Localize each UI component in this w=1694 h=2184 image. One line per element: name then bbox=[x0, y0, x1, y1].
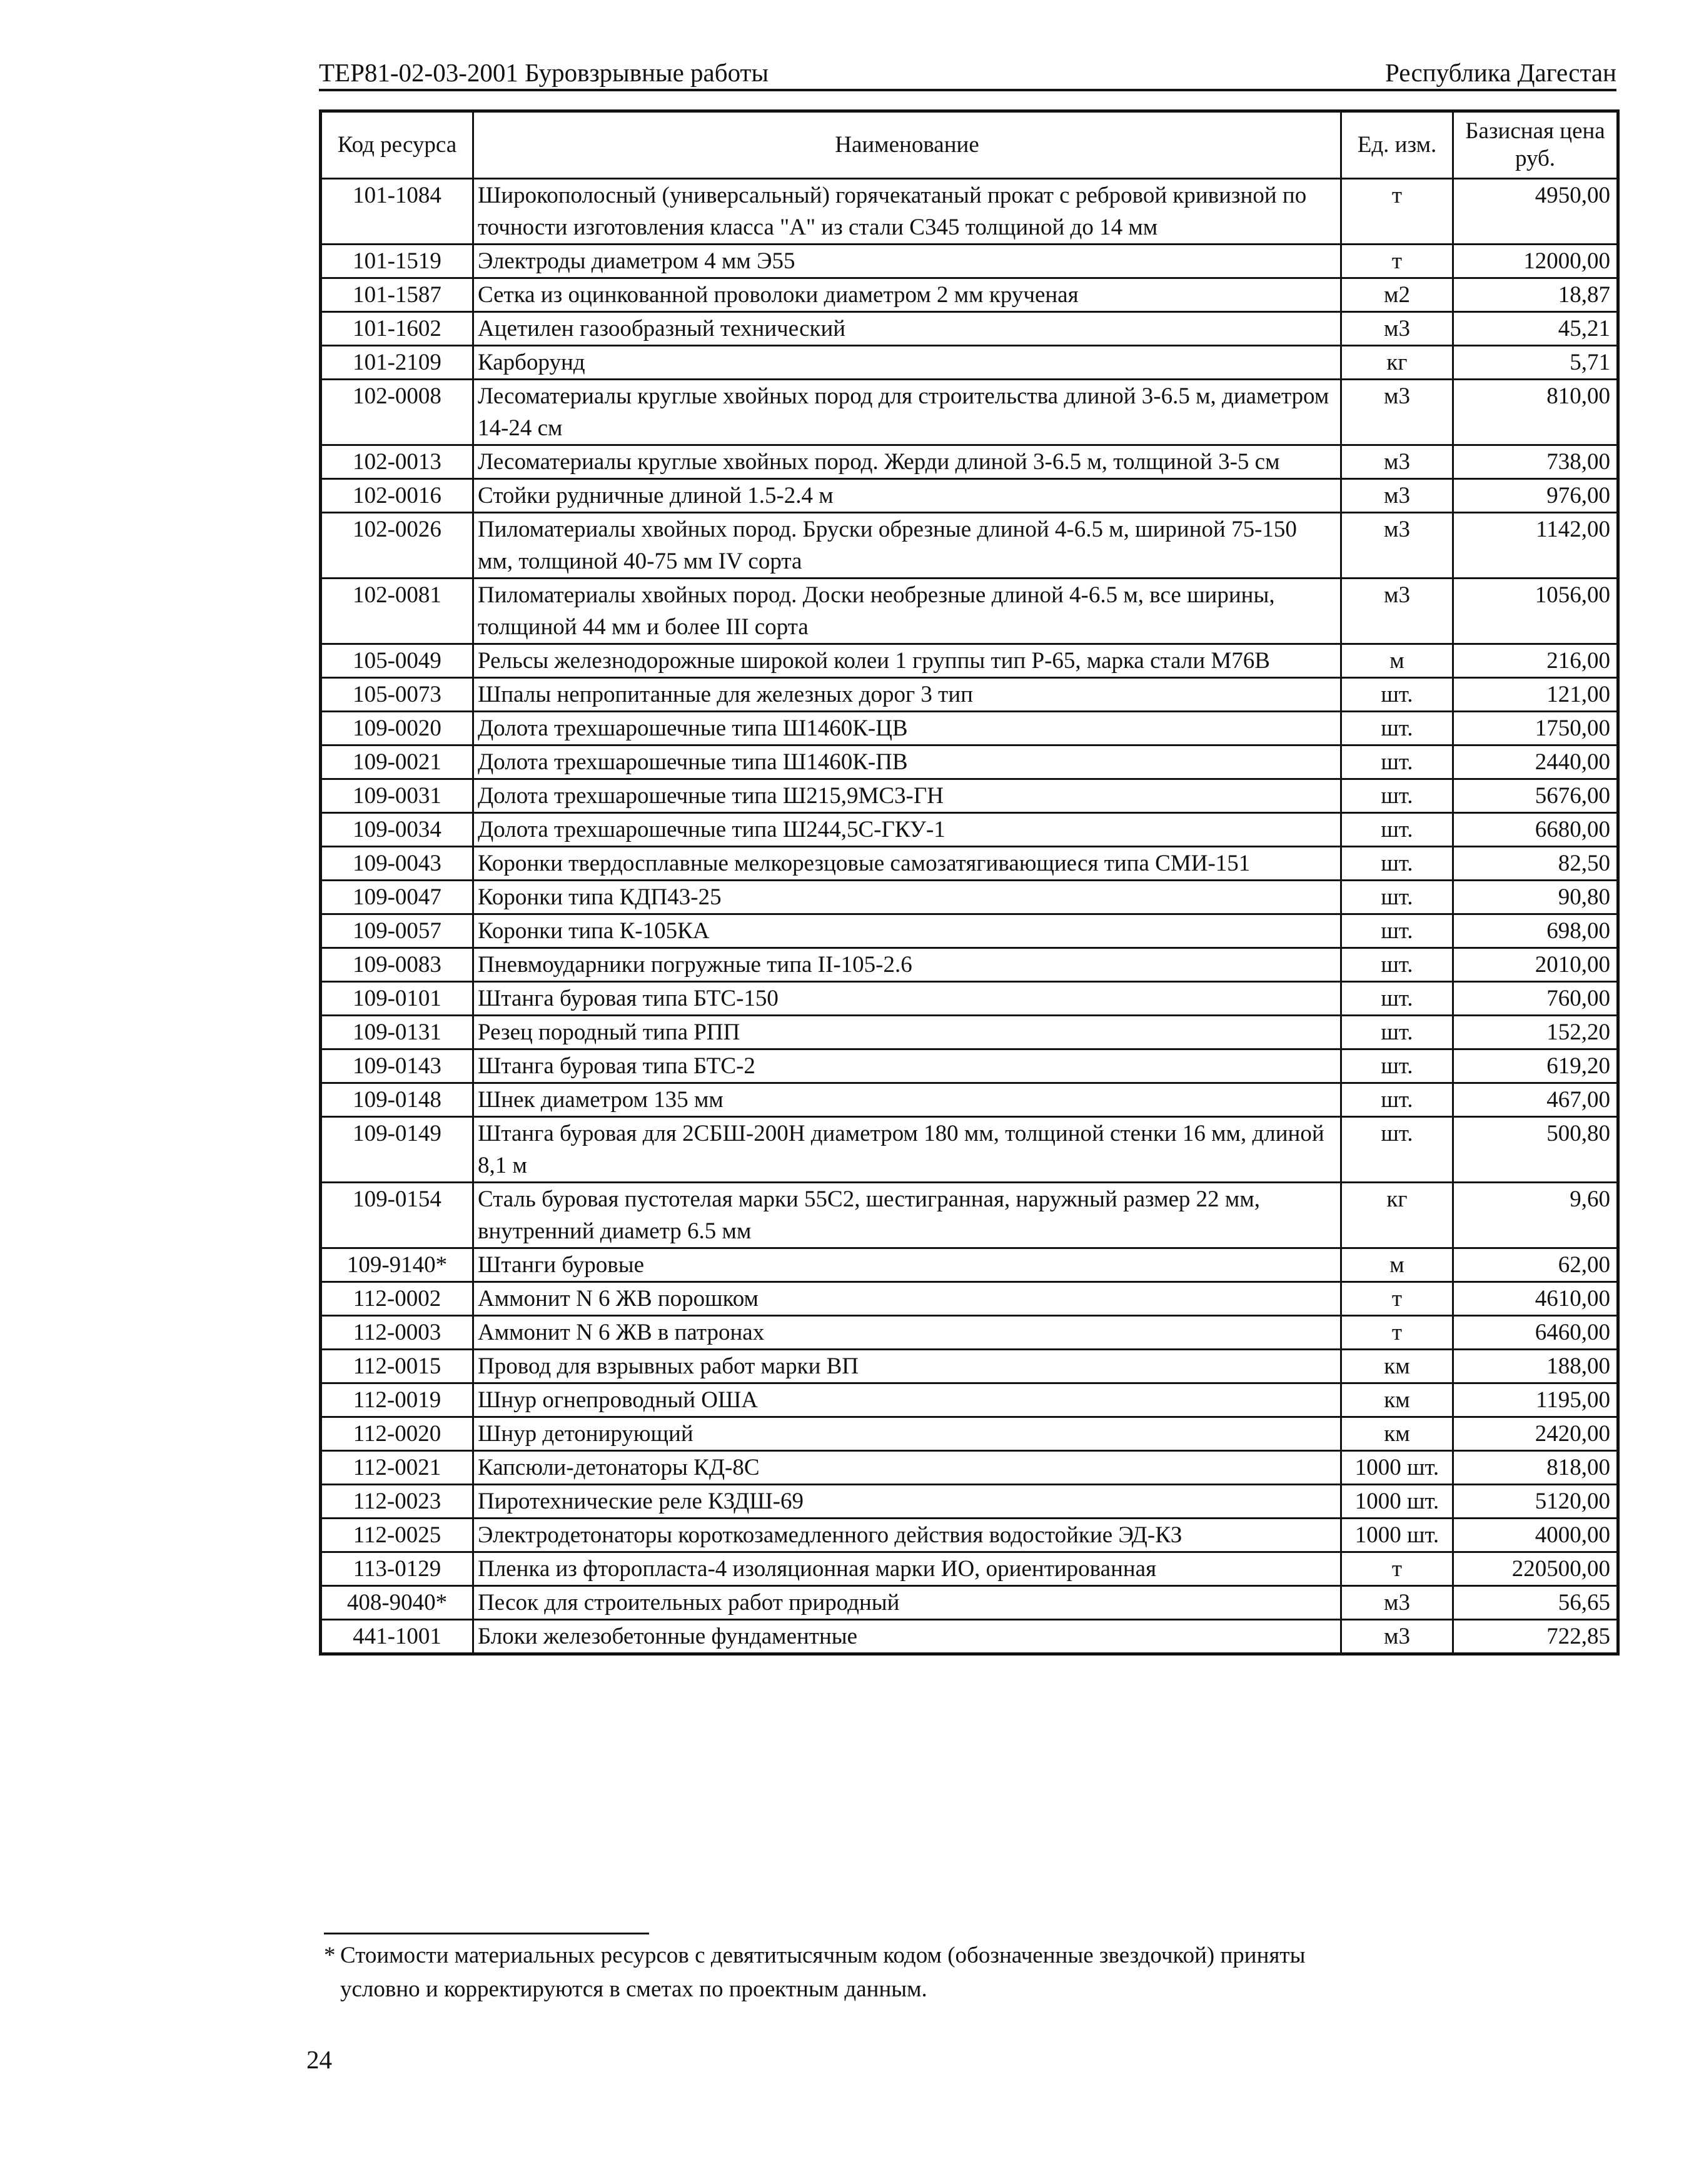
price-cell: 18,87 bbox=[1453, 278, 1618, 312]
table-row bbox=[321, 479, 1618, 513]
table-row bbox=[321, 881, 1618, 914]
table-row bbox=[321, 179, 1618, 245]
region-name: Республика Дагестан bbox=[1385, 58, 1616, 87]
price-cell: 1142,00 bbox=[1453, 513, 1618, 579]
table-row bbox=[321, 678, 1618, 712]
resource-name-cell: Долота трехшарошечные типа Ш1460К-ПВ bbox=[473, 746, 1341, 779]
table-row bbox=[321, 1282, 1618, 1316]
price-cell: 4610,00 bbox=[1453, 1282, 1618, 1316]
resource-code-cell: 109-0020 bbox=[321, 712, 473, 746]
price-cell: 4950,00 bbox=[1453, 179, 1618, 245]
price-cell: 500,80 bbox=[1453, 1117, 1618, 1183]
resource-code-cell: 109-9140* bbox=[321, 1248, 473, 1282]
resource-name-cell: Пиротехнические реле КЗДШ-69 bbox=[473, 1485, 1341, 1519]
price-cell: 45,21 bbox=[1453, 312, 1618, 346]
unit-cell: м3 bbox=[1341, 445, 1453, 479]
table-row bbox=[321, 1316, 1618, 1350]
table-row bbox=[321, 1016, 1618, 1049]
unit-cell: м bbox=[1341, 1248, 1453, 1282]
unit-cell: шт. bbox=[1341, 678, 1453, 712]
resource-code-cell: 441-1001 bbox=[321, 1620, 473, 1654]
price-cell: 9,60 bbox=[1453, 1183, 1618, 1248]
resource-code-cell: 102-0013 bbox=[321, 445, 473, 479]
price-cell: 818,00 bbox=[1453, 1451, 1618, 1485]
resource-name-cell: Рельсы железнодорожные широкой колеи 1 группы тип Р-65, марка стали М76В bbox=[473, 644, 1341, 678]
price-cell: 2440,00 bbox=[1453, 746, 1618, 779]
price-cell: 810,00 bbox=[1453, 380, 1618, 445]
unit-cell: шт. bbox=[1341, 813, 1453, 847]
table-row bbox=[321, 1350, 1618, 1383]
resource-code-cell: 101-1587 bbox=[321, 278, 473, 312]
table-row bbox=[321, 948, 1618, 982]
price-cell: 5676,00 bbox=[1453, 779, 1618, 813]
unit-cell: шт. bbox=[1341, 1016, 1453, 1049]
resource-code-cell: 101-1519 bbox=[321, 245, 473, 278]
column-header-code: Код ресурса bbox=[321, 111, 473, 179]
resource-table-container bbox=[319, 109, 1616, 1656]
resource-name-cell: Аммонит N 6 ЖВ порошком bbox=[473, 1282, 1341, 1316]
resource-code-cell: 109-0047 bbox=[321, 881, 473, 914]
resource-code-cell: 112-0023 bbox=[321, 1485, 473, 1519]
unit-cell: м3 bbox=[1341, 380, 1453, 445]
resource-code-cell: 112-0019 bbox=[321, 1383, 473, 1417]
resource-name-cell: Провод для взрывных работ марки ВП bbox=[473, 1350, 1341, 1383]
resource-name-cell: Долота трехшарошечные типа Ш244,5С-ГКУ-1 bbox=[473, 813, 1341, 847]
table-row bbox=[321, 1552, 1618, 1586]
unit-cell: т bbox=[1341, 245, 1453, 278]
table-row bbox=[321, 1620, 1618, 1654]
price-cell: 5120,00 bbox=[1453, 1485, 1618, 1519]
resource-code-cell: 112-0015 bbox=[321, 1350, 473, 1383]
resource-code-cell: 102-0081 bbox=[321, 579, 473, 644]
price-cell: 121,00 bbox=[1453, 678, 1618, 712]
price-cell: 2010,00 bbox=[1453, 948, 1618, 982]
price-cell: 698,00 bbox=[1453, 914, 1618, 948]
unit-cell: шт. bbox=[1341, 914, 1453, 948]
resource-name-cell: Шнек диаметром 135 мм bbox=[473, 1083, 1341, 1117]
resource-code-cell: 102-0008 bbox=[321, 380, 473, 445]
price-cell: 4000,00 bbox=[1453, 1519, 1618, 1552]
unit-cell: 1000 шт. bbox=[1341, 1485, 1453, 1519]
resource-code-cell: 109-0031 bbox=[321, 779, 473, 813]
unit-cell: шт. bbox=[1341, 1049, 1453, 1083]
resource-code-cell: 102-0016 bbox=[321, 479, 473, 513]
table-row bbox=[321, 1485, 1618, 1519]
unit-cell: км bbox=[1341, 1417, 1453, 1451]
resource-code-cell: 101-1602 bbox=[321, 312, 473, 346]
unit-cell: шт. bbox=[1341, 847, 1453, 881]
price-cell: 152,20 bbox=[1453, 1016, 1618, 1049]
table-row bbox=[321, 982, 1618, 1016]
price-cell: 1750,00 bbox=[1453, 712, 1618, 746]
unit-cell: 1000 шт. bbox=[1341, 1451, 1453, 1485]
resource-code-cell: 109-0034 bbox=[321, 813, 473, 847]
resource-name-cell: Коронки типа КДП43-25 bbox=[473, 881, 1341, 914]
unit-cell: кг bbox=[1341, 346, 1453, 380]
document-title: ТЕР81-02-03-2001 Буровзрывные работы bbox=[319, 58, 769, 87]
resource-code-cell: 109-0057 bbox=[321, 914, 473, 948]
price-cell: 1195,00 bbox=[1453, 1383, 1618, 1417]
table-row bbox=[321, 1117, 1618, 1183]
table-row bbox=[321, 712, 1618, 746]
price-cell: 220500,00 bbox=[1453, 1552, 1618, 1586]
table-row bbox=[321, 1451, 1618, 1485]
footnote-separator bbox=[324, 1933, 649, 1934]
resource-code-cell: 112-0002 bbox=[321, 1282, 473, 1316]
table-row bbox=[321, 278, 1618, 312]
resource-name-cell: Штанга буровая для 2СБШ-200Н диаметром 180 мм, толщиной стенки 16 мм, длиной 8,1 м bbox=[473, 1117, 1341, 1183]
price-cell: 12000,00 bbox=[1453, 245, 1618, 278]
resource-name-cell: Пиломатериалы хвойных пород. Бруски обрезные длиной 4-6.5 м, шириной 75-150 мм, толщиной 40-75 мм IV сорта bbox=[473, 513, 1341, 579]
column-header-unit: Ед. изм. bbox=[1341, 111, 1453, 179]
resource-name-cell: Лесоматериалы круглые хвойных пород для строительства длиной 3-6.5 м, диаметром 14-24 см bbox=[473, 380, 1341, 445]
table-row bbox=[321, 1183, 1618, 1248]
unit-cell: м3 bbox=[1341, 513, 1453, 579]
resource-name-cell: Широкополосный (универсальный) горячекатаный прокат с ребровой кривизной по точности изготовления класса "А" из стали С345 толщиной до 14 мм bbox=[473, 179, 1341, 245]
table-row bbox=[321, 746, 1618, 779]
table-row bbox=[321, 513, 1618, 579]
price-cell: 5,71 bbox=[1453, 346, 1618, 380]
price-cell: 2420,00 bbox=[1453, 1417, 1618, 1451]
table-row bbox=[321, 1586, 1618, 1620]
resource-name-cell: Коронки твердосплавные мелкорезцовые самозатягивающиеся типа СМИ-151 bbox=[473, 847, 1341, 881]
resource-name-cell: Шнур огнепроводный ОША bbox=[473, 1383, 1341, 1417]
resource-name-cell: Аммонит N 6 ЖВ в патронах bbox=[473, 1316, 1341, 1350]
resource-code-cell: 109-0154 bbox=[321, 1183, 473, 1248]
unit-cell: шт. bbox=[1341, 1083, 1453, 1117]
resource-name-cell: Штанга буровая типа БТС-2 bbox=[473, 1049, 1341, 1083]
resource-name-cell: Долота трехшарошечные типа Ш215,9МС3-ГН bbox=[473, 779, 1341, 813]
price-cell: 467,00 bbox=[1453, 1083, 1618, 1117]
table-row bbox=[321, 847, 1618, 881]
table-row bbox=[321, 1383, 1618, 1417]
unit-cell: шт. bbox=[1341, 746, 1453, 779]
price-cell: 90,80 bbox=[1453, 881, 1618, 914]
resource-code-cell: 109-0043 bbox=[321, 847, 473, 881]
column-header-price: Базисная цена руб. bbox=[1453, 111, 1618, 179]
table-row bbox=[321, 579, 1618, 644]
price-cell: 188,00 bbox=[1453, 1350, 1618, 1383]
resource-name-cell: Пиломатериалы хвойных пород. Доски необрезные длиной 4-6.5 м, все ширины, толщиной 44 мм и более III сорта bbox=[473, 579, 1341, 644]
footnote-line-1 bbox=[324, 1939, 1449, 1973]
unit-cell: шт. bbox=[1341, 881, 1453, 914]
footnote-line-2: условно и корректируются в сметах по проектным данным. bbox=[340, 1976, 927, 2002]
table-row bbox=[321, 445, 1618, 479]
table-row bbox=[321, 779, 1618, 813]
price-cell: 976,00 bbox=[1453, 479, 1618, 513]
table-row bbox=[321, 1083, 1618, 1117]
unit-cell: т bbox=[1341, 179, 1453, 245]
price-cell: 6460,00 bbox=[1453, 1316, 1618, 1350]
table-row bbox=[321, 312, 1618, 346]
table-header-row bbox=[321, 111, 1618, 179]
resource-name-cell: Пленка из фторопласта-4 изоляционная марки ИО, ориентированная bbox=[473, 1552, 1341, 1586]
unit-cell: шт. bbox=[1341, 712, 1453, 746]
price-cell: 82,50 bbox=[1453, 847, 1618, 881]
resource-code-cell: 109-0148 bbox=[321, 1083, 473, 1117]
unit-cell: м3 bbox=[1341, 1586, 1453, 1620]
table-row bbox=[321, 1049, 1618, 1083]
resource-code-cell: 113-0129 bbox=[321, 1552, 473, 1586]
footnote-marker: * bbox=[324, 1943, 336, 1968]
resource-name-cell: Стойки рудничные длиной 1.5-2.4 м bbox=[473, 479, 1341, 513]
table-row bbox=[321, 644, 1618, 678]
resource-name-cell: Электроды диаметром 4 мм Э55 bbox=[473, 245, 1341, 278]
resource-code-cell: 101-1084 bbox=[321, 179, 473, 245]
resource-code-cell: 109-0149 bbox=[321, 1117, 473, 1183]
price-cell: 1056,00 bbox=[1453, 579, 1618, 644]
unit-cell: кг bbox=[1341, 1183, 1453, 1248]
resource-name-cell: Пневмоударники погружные типа II-105-2.6 bbox=[473, 948, 1341, 982]
resource-name-cell: Сетка из оцинкованной проволоки диаметром 2 мм крученая bbox=[473, 278, 1341, 312]
resource-code-cell: 109-0021 bbox=[321, 746, 473, 779]
resource-name-cell: Песок для строительных работ природный bbox=[473, 1586, 1341, 1620]
resource-code-cell: 105-0049 bbox=[321, 644, 473, 678]
resource-code-cell: 109-0143 bbox=[321, 1049, 473, 1083]
table-row bbox=[321, 1248, 1618, 1282]
running-header bbox=[319, 51, 1616, 91]
unit-cell: м2 bbox=[1341, 278, 1453, 312]
unit-cell: м3 bbox=[1341, 1620, 1453, 1654]
price-cell: 62,00 bbox=[1453, 1248, 1618, 1282]
resource-code-cell: 109-0083 bbox=[321, 948, 473, 982]
unit-cell: м3 bbox=[1341, 579, 1453, 644]
table-row bbox=[321, 1417, 1618, 1451]
unit-cell: шт. bbox=[1341, 982, 1453, 1016]
price-cell: 6680,00 bbox=[1453, 813, 1618, 847]
price-cell: 722,85 bbox=[1453, 1620, 1618, 1654]
unit-cell: т bbox=[1341, 1316, 1453, 1350]
resource-name-cell: Штанги буровые bbox=[473, 1248, 1341, 1282]
resource-name-cell: Шпалы непропитанные для железных дорог 3 тип bbox=[473, 678, 1341, 712]
unit-cell: т bbox=[1341, 1552, 1453, 1586]
table-row bbox=[321, 1519, 1618, 1552]
table-body bbox=[321, 179, 1618, 1654]
resource-name-cell: Шнур детонирующий bbox=[473, 1417, 1341, 1451]
unit-cell: шт. bbox=[1341, 1117, 1453, 1183]
resource-name-cell: Блоки железобетонные фундаментные bbox=[473, 1620, 1341, 1654]
price-cell: 56,65 bbox=[1453, 1586, 1618, 1620]
resource-name-cell: Электродетонаторы короткозамедленного действия водостойкие ЭД-КЗ bbox=[473, 1519, 1341, 1552]
resource-price-table bbox=[319, 109, 1620, 1656]
resource-name-cell: Коронки типа К-105КА bbox=[473, 914, 1341, 948]
resource-code-cell: 109-0131 bbox=[321, 1016, 473, 1049]
resource-name-cell: Лесоматериалы круглые хвойных пород. Жерди длиной 3-6.5 м, толщиной 3-5 см bbox=[473, 445, 1341, 479]
price-cell: 760,00 bbox=[1453, 982, 1618, 1016]
resource-name-cell: Резец породный типа РПП bbox=[473, 1016, 1341, 1049]
table-row bbox=[321, 813, 1618, 847]
footnote bbox=[324, 1939, 1449, 2006]
resource-name-cell: Долота трехшарошечные типа Ш1460К-ЦВ bbox=[473, 712, 1341, 746]
page-number: 24 bbox=[306, 2045, 332, 2074]
unit-cell: шт. bbox=[1341, 948, 1453, 982]
resource-code-cell: 408-9040* bbox=[321, 1586, 473, 1620]
resource-code-cell: 112-0025 bbox=[321, 1519, 473, 1552]
resource-code-cell: 102-0026 bbox=[321, 513, 473, 579]
unit-cell: км bbox=[1341, 1350, 1453, 1383]
price-cell: 619,20 bbox=[1453, 1049, 1618, 1083]
table-row bbox=[321, 346, 1618, 380]
unit-cell: км bbox=[1341, 1383, 1453, 1417]
table-row bbox=[321, 914, 1618, 948]
resource-code-cell: 112-0020 bbox=[321, 1417, 473, 1451]
resource-name-cell: Капсюли-детонаторы КД-8С bbox=[473, 1451, 1341, 1485]
footnote-text-1: Стоимости материальных ресурсов с девятитысячным кодом (обозначенные звездочкой) приняты bbox=[340, 1943, 1306, 1968]
unit-cell: м bbox=[1341, 644, 1453, 678]
price-cell: 216,00 bbox=[1453, 644, 1618, 678]
unit-cell: шт. bbox=[1341, 779, 1453, 813]
table-row bbox=[321, 380, 1618, 445]
resource-code-cell: 112-0021 bbox=[321, 1451, 473, 1485]
unit-cell: м3 bbox=[1341, 479, 1453, 513]
resource-name-cell: Сталь буровая пустотелая марки 55С2, шестигранная, наружный размер 22 мм, внутренний диаметр 6.5 мм bbox=[473, 1183, 1341, 1248]
resource-code-cell: 105-0073 bbox=[321, 678, 473, 712]
resource-name-cell: Карборунд bbox=[473, 346, 1341, 380]
resource-code-cell: 112-0003 bbox=[321, 1316, 473, 1350]
table-row bbox=[321, 245, 1618, 278]
resource-name-cell: Ацетилен газообразный технический bbox=[473, 312, 1341, 346]
unit-cell: м3 bbox=[1341, 312, 1453, 346]
price-cell: 738,00 bbox=[1453, 445, 1618, 479]
unit-cell: 1000 шт. bbox=[1341, 1519, 1453, 1552]
resource-code-cell: 109-0101 bbox=[321, 982, 473, 1016]
resource-code-cell: 101-2109 bbox=[321, 346, 473, 380]
unit-cell: т bbox=[1341, 1282, 1453, 1316]
column-header-name: Наименование bbox=[473, 111, 1341, 179]
resource-name-cell: Штанга буровая типа БТС-150 bbox=[473, 982, 1341, 1016]
